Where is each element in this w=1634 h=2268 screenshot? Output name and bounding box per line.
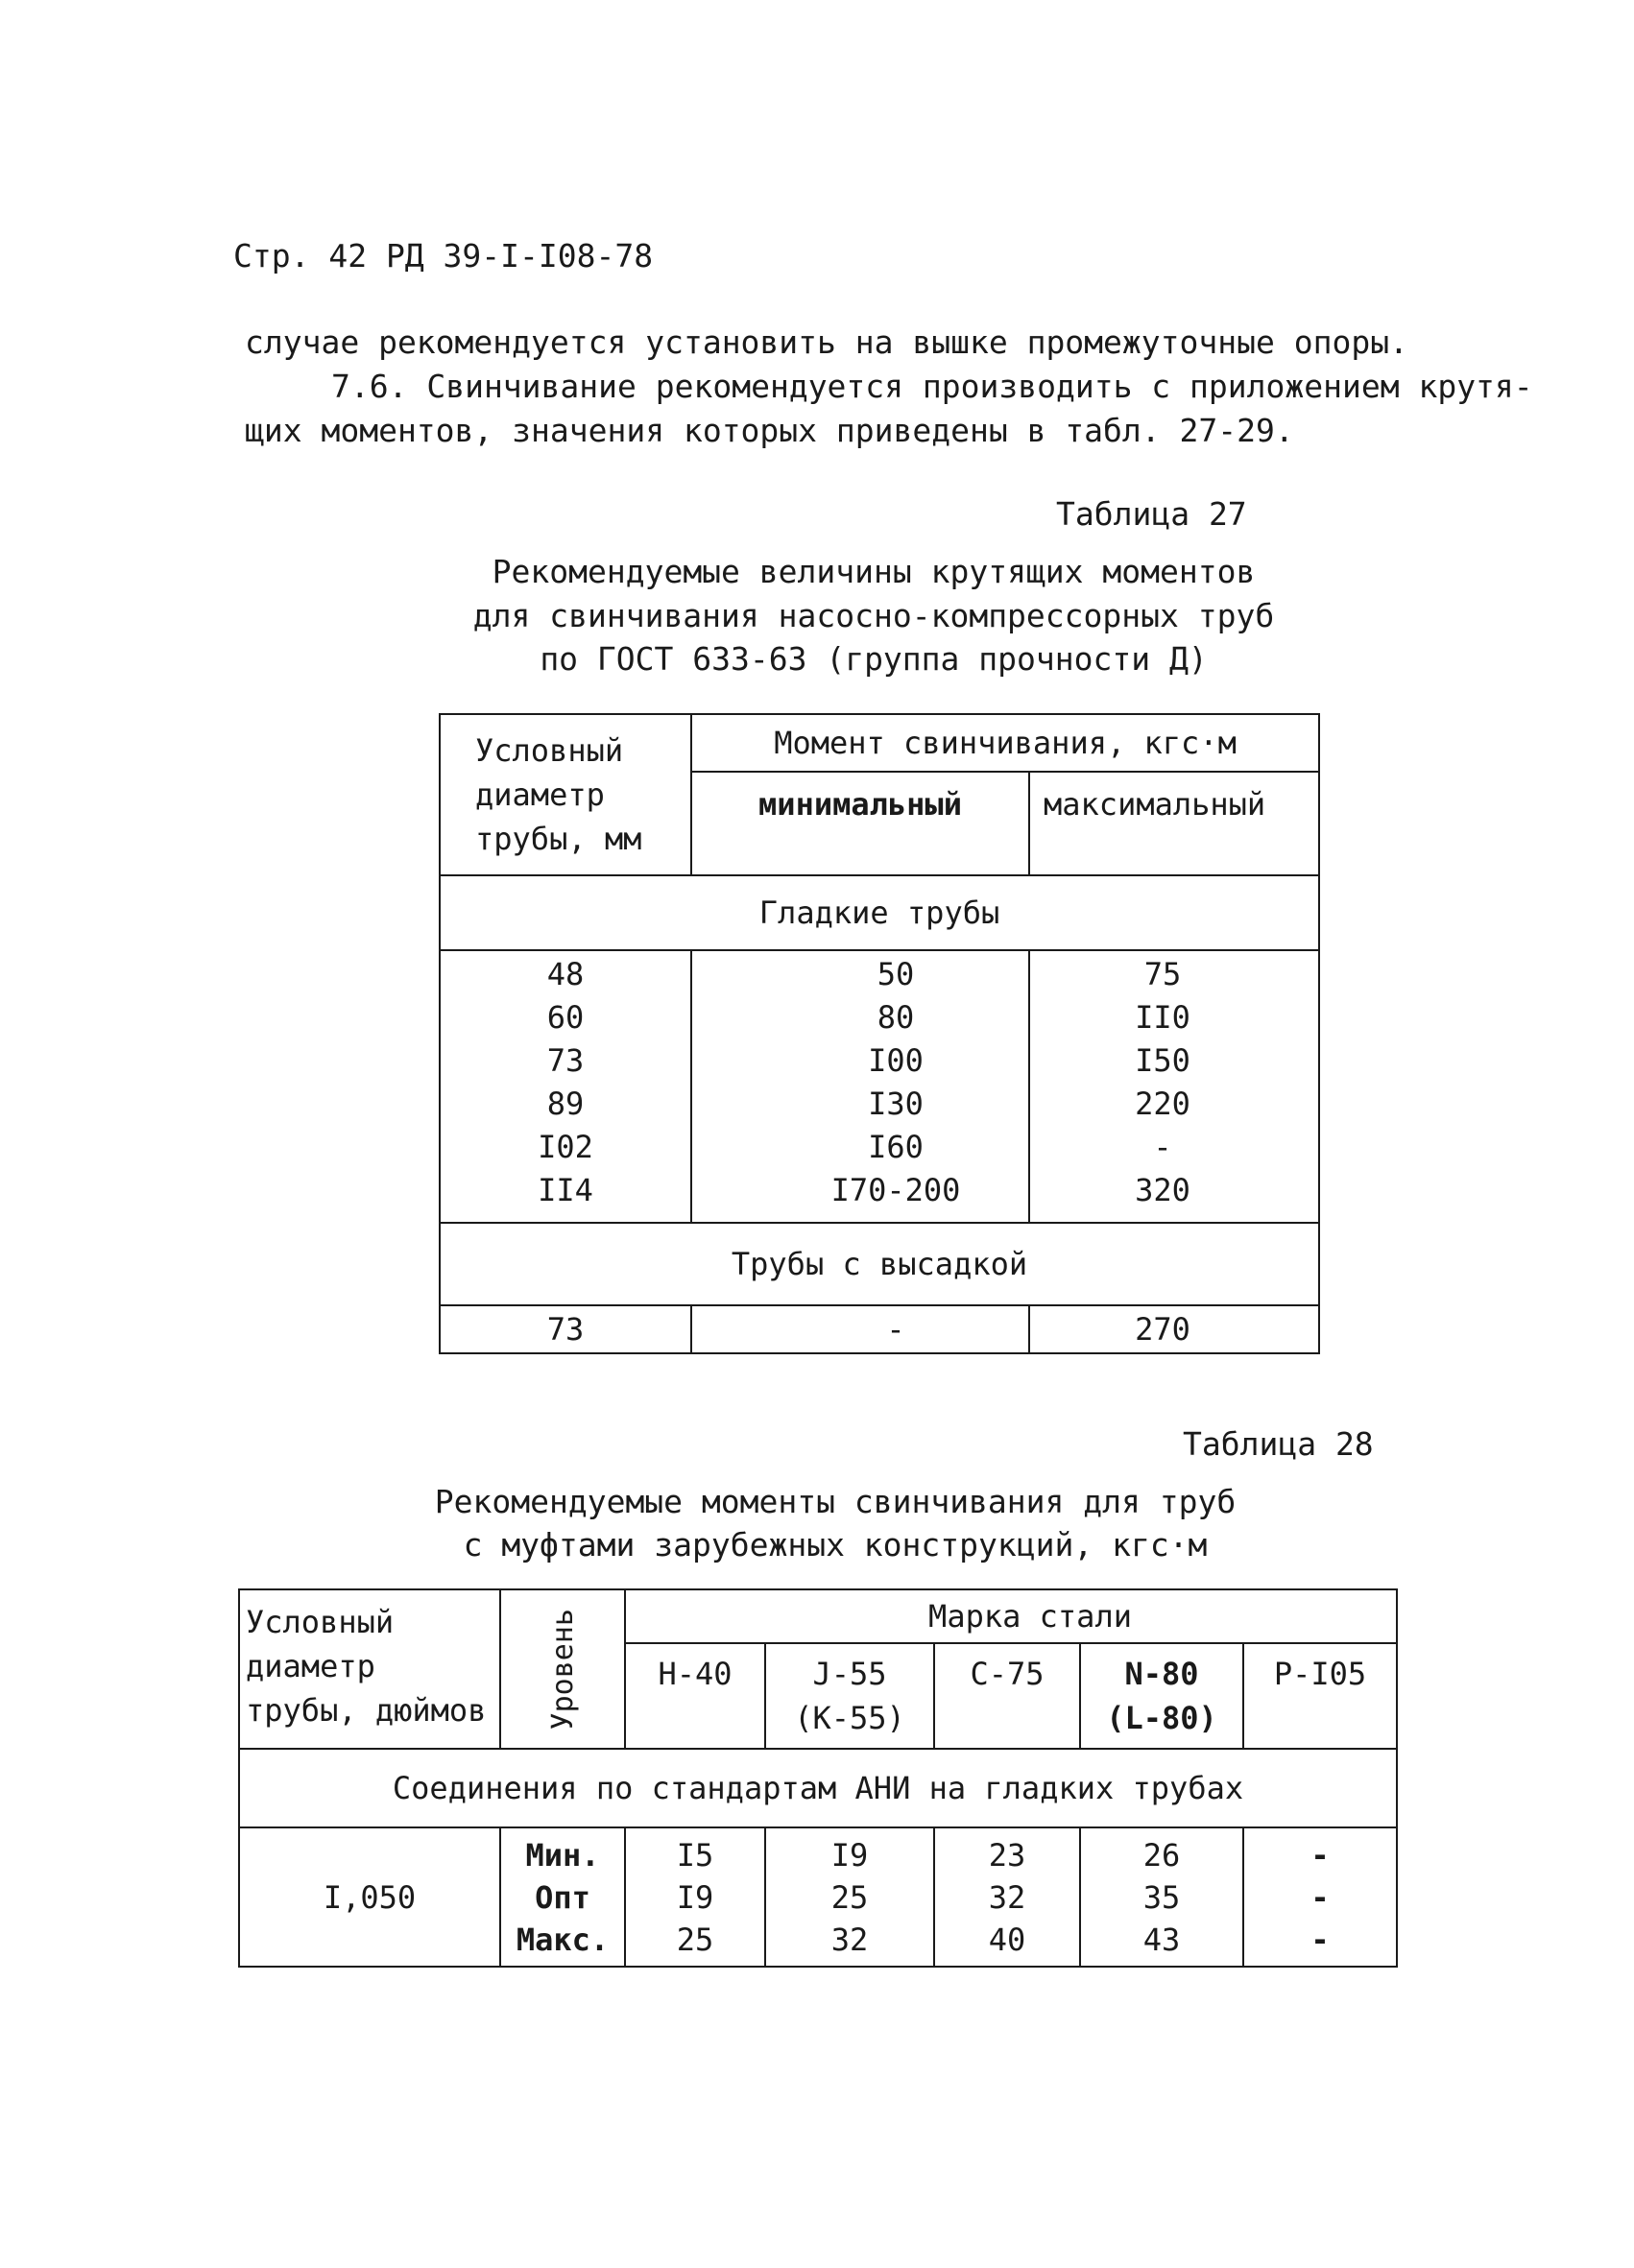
level-header-text: Уровень <box>545 1608 580 1731</box>
grade-line-1: Н-40 <box>658 1656 733 1692</box>
table-row: 60 <box>546 999 585 1036</box>
grade-line-1: Р-I05 <box>1273 1656 1367 1692</box>
table-row: I50 <box>1135 1042 1190 1079</box>
table-28-steel-header: Марка стали <box>625 1589 1397 1643</box>
table-row: Макс. <box>516 1922 610 1958</box>
diameter-header-line-3: трубы, мм <box>475 821 642 857</box>
table-27-min-header: минимальный <box>691 772 1029 875</box>
table-28 <box>238 1588 1396 1966</box>
grade-column-header <box>1243 1643 1397 1749</box>
table-27-upset-min: - <box>691 1305 1029 1353</box>
table-28-caption-line-2: с муфтами зарубежных конструкций, кгс·м <box>463 1526 1208 1564</box>
table-row: I02 <box>538 1129 593 1165</box>
table-row: - <box>1310 1879 1330 1916</box>
grade-line-1: С-75 <box>970 1656 1045 1692</box>
grade-line-1: J-55 <box>812 1656 887 1692</box>
table-27-section-smooth: Гладкие трубы <box>440 875 1319 950</box>
paragraph-line-3: щих моментов, значения которых приведены в табл. 27-29. <box>245 412 1294 449</box>
table-row: 43 <box>1142 1922 1181 1958</box>
table-28-diameter-value: I,050 <box>239 1827 500 1967</box>
table-row: 50 <box>877 956 915 992</box>
grade-line-2: (L-80) <box>1106 1700 1217 1736</box>
table-28-grade-values <box>934 1827 1080 1967</box>
table-28-section-api: Соединения по стандартам АНИ на гладких трубах <box>239 1749 1397 1827</box>
table-27-label: Таблица 27 <box>1056 495 1247 533</box>
table-row: 73 <box>546 1042 585 1079</box>
table-27-caption-line-1: Рекомендуемые величины крутящих моментов <box>492 553 1256 590</box>
table-27-caption-line-3: по ГОСТ 633-63 (группа прочности Д) <box>540 640 1208 678</box>
table-row: 40 <box>988 1922 1026 1958</box>
grade-column-header <box>765 1643 934 1749</box>
table-27-diameter-header <box>440 714 691 875</box>
table-27-max-header: максимальный <box>1029 772 1319 875</box>
table-27-min-values <box>691 950 1029 1223</box>
diameter-header-line-2: диаметр <box>246 1648 375 1684</box>
table-row: 48 <box>546 956 585 992</box>
diameter-header-line-3: трубы, дюймов <box>246 1692 487 1729</box>
table-28-diameter-header <box>239 1589 500 1749</box>
table-row: I9 <box>830 1837 869 1874</box>
paragraph-line-1: случае рекомендуется установить на вышке промежуточные опоры. <box>245 323 1408 361</box>
table-27-moment-header: Момент свинчивания, кгс·м <box>691 714 1319 772</box>
table-row: 32 <box>988 1879 1026 1916</box>
table-row: I00 <box>868 1042 924 1079</box>
grade-column-header <box>1080 1643 1243 1749</box>
grade-line-1: N-80 <box>1124 1656 1199 1692</box>
table-27 <box>439 713 1318 1353</box>
table-row: I9 <box>676 1879 714 1916</box>
table-row: 25 <box>676 1922 714 1958</box>
table-row: 75 <box>1143 956 1182 992</box>
grade-column-header <box>934 1643 1080 1749</box>
table-row: I60 <box>868 1129 924 1165</box>
table-27-upset-max: 270 <box>1029 1305 1319 1353</box>
table-28-label: Таблица 28 <box>1183 1425 1374 1463</box>
page-reference: Стр. 42 РД 39-I-I08-78 <box>233 237 654 275</box>
table-28-level-values <box>500 1827 625 1967</box>
table-row: II4 <box>538 1172 593 1208</box>
diameter-header-line-1: Условный <box>246 1604 395 1640</box>
table-28-level-header <box>500 1589 625 1749</box>
table-27-caption-line-2: для свинчивания насосно-компрессорных труб <box>472 597 1275 634</box>
table-row: 220 <box>1135 1086 1190 1122</box>
table-row: I5 <box>676 1837 714 1874</box>
table-row: 80 <box>877 999 915 1036</box>
table-27-max-values <box>1029 950 1319 1223</box>
table-row: 320 <box>1135 1172 1190 1208</box>
table-row: 32 <box>830 1922 869 1958</box>
table-row: - <box>1153 1129 1172 1165</box>
table-27-section-upset: Трубы с высадкой <box>440 1223 1319 1305</box>
table-row: Мин. <box>525 1837 600 1874</box>
diameter-header-line-1: Условный <box>475 732 624 769</box>
table-row: Опт <box>535 1879 590 1916</box>
table-row: I70-200 <box>830 1172 961 1208</box>
paragraph-line-2: 7.6. Свинчивание рекомендуется производить с приложением крутя- <box>331 368 1533 405</box>
table-27-upset-diameter: 73 <box>440 1305 691 1353</box>
table-row: - <box>1310 1922 1330 1958</box>
table-row: 26 <box>1142 1837 1181 1874</box>
table-28-caption-line-1: Рекомендуемые моменты свинчивания для труб <box>434 1483 1237 1520</box>
table-28-grade-values <box>1080 1827 1243 1967</box>
table-row: - <box>1310 1837 1330 1874</box>
grade-column-header <box>625 1643 765 1749</box>
table-27-diameter-values <box>440 950 691 1223</box>
table-row: 89 <box>546 1086 585 1122</box>
table-row: I30 <box>868 1086 924 1122</box>
table-row: 23 <box>988 1837 1026 1874</box>
diameter-header-line-2: диаметр <box>475 776 605 813</box>
table-28-grade-values <box>765 1827 934 1967</box>
table-row: II0 <box>1135 999 1190 1036</box>
table-row: 25 <box>830 1879 869 1916</box>
table-28-grade-values <box>1243 1827 1397 1967</box>
table-28-grade-values <box>625 1827 765 1967</box>
table-row: 35 <box>1142 1879 1181 1916</box>
grade-line-2: (К-55) <box>794 1700 905 1736</box>
